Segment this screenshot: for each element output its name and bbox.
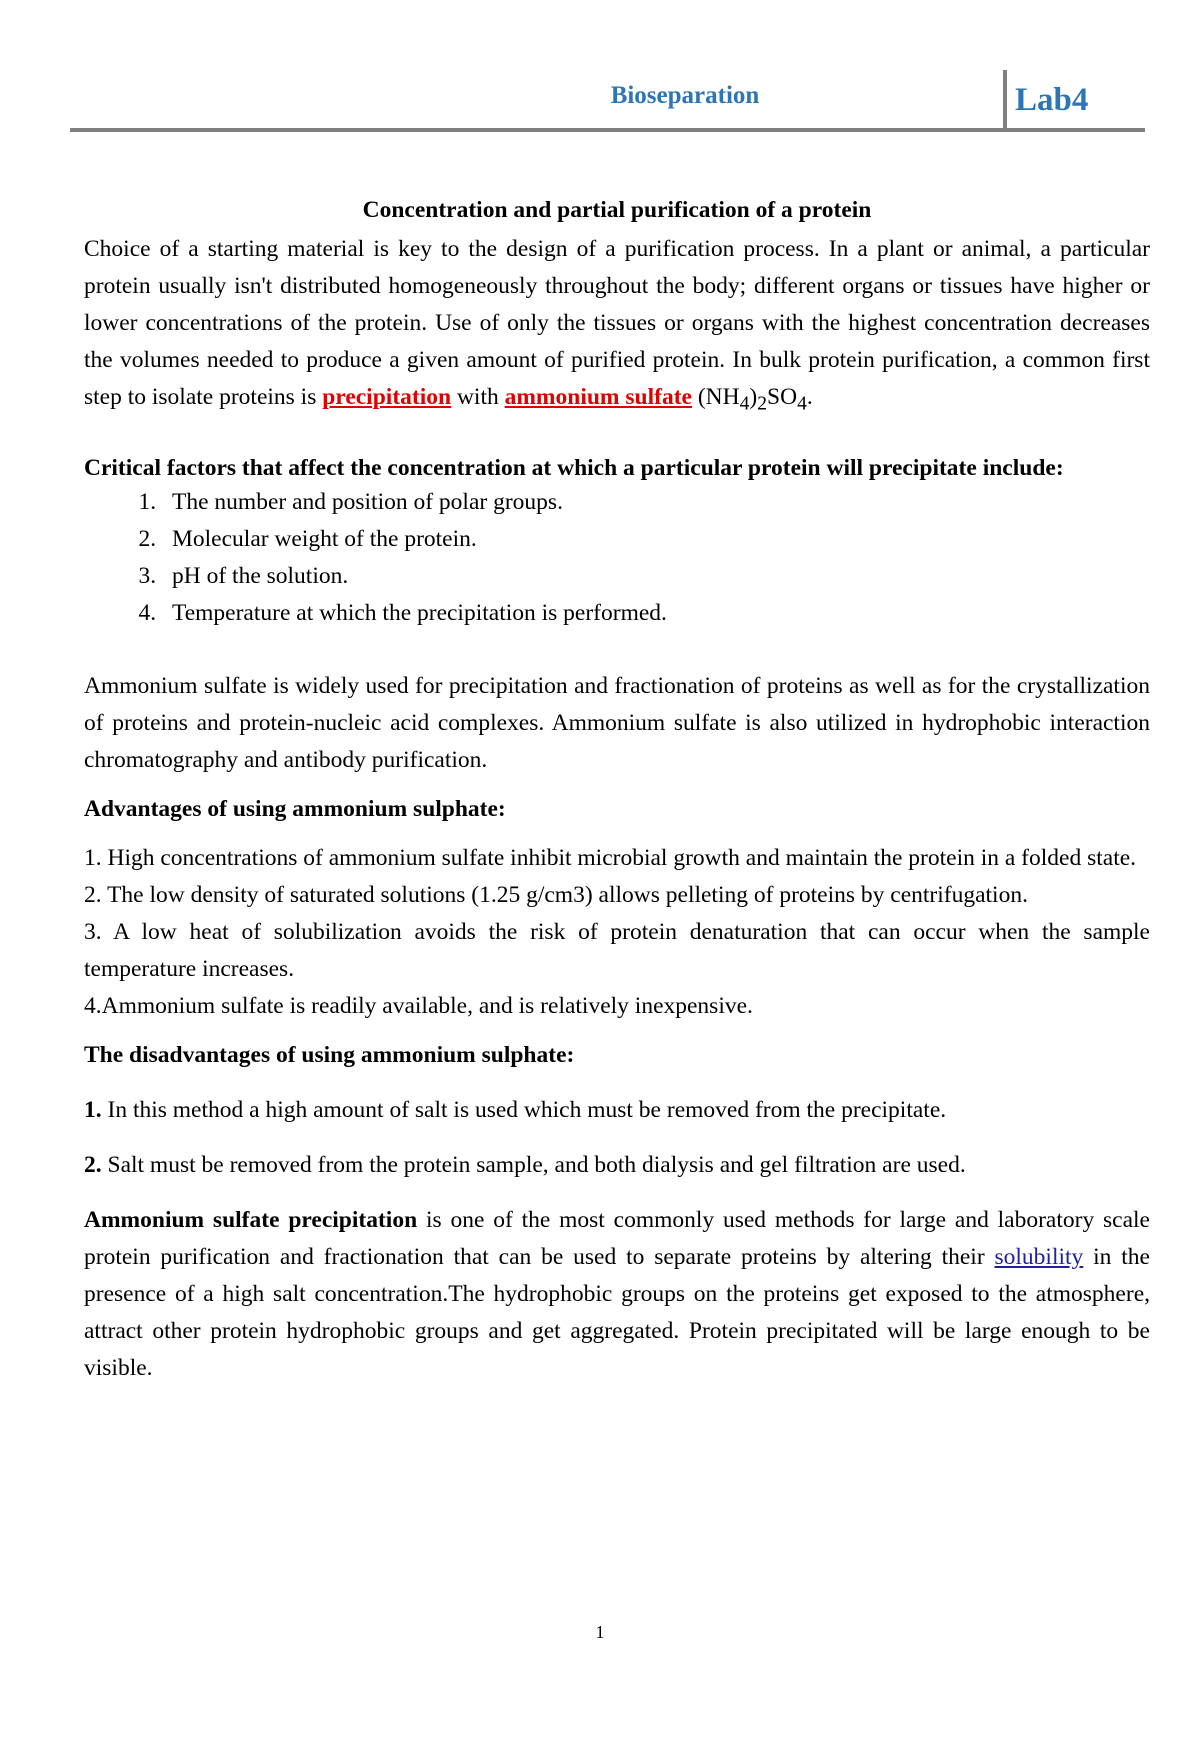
factors-list [84,484,1150,632]
formula-mid: ) [749,384,758,410]
formula-so: SO [767,384,798,410]
disadvantages-heading: The disadvantages of using ammonium sulphate: [84,1041,575,1068]
header-lab-label: Lab4 [1015,82,1089,118]
final-text-2: in the presence of a high salt concentration.The hydrophobic groups on the proteins get exposed to the atmosphere, attract other protein hydrophobic groups and get aggregated. Protein precipitated will be large enough to be visible. [84,1243,1150,1381]
intro-text: Choice of a starting material is key to the design of a purification process. In a plant or animal, a particular protein usually isn't distributed homogeneously throughout the body; different organs or tissues have higher or lower concentrations of the protein. Use of only the tissues or organs with the highest concentration decreases the volumes needed to produce a given amount of purified protein. In bulk protein purification, a common first step to isolate proteins is [84,236,1150,410]
document-body [84,192,1150,1387]
spacer [84,1074,1150,1092]
disadvantage-item [84,1147,1150,1184]
advantages-heading: Advantages of using ammonium sulphate: [84,795,506,822]
spacer [84,1184,1150,1202]
spacer [84,779,1150,791]
factor-item: 3. pH of the solution. [162,558,1150,595]
intro-paragraph [84,231,1150,423]
advantage-item: 4.Ammonium sulfate is readily available, and is relatively inexpensive. [84,992,753,1019]
critical-factors-heading: Critical factors that affect the concentration at which a particular protein will precipitate include: [84,454,1064,481]
final-bold-term: Ammonium sulfate precipitation [84,1206,418,1233]
factor-item: 2. Molecular weight of the protein. [162,521,1150,558]
header-rule [70,128,1145,132]
document-title: Concentration and partial purification of a protein [362,197,872,223]
page-number: 1 [595,1622,605,1642]
disadvantage-text: In this method a high amount of salt is used which must be removed from the precipitate. [101,1096,947,1123]
advantage-item: 2. The low density of saturated solutions (1.25 g/cm3) allows pelleting of proteins by centrifugation. [84,881,1028,908]
formula-sub-3: 4 [797,393,807,415]
final-text-1: is one of the most commonly used methods for large and laboratory scale protein purification and fractionation that can be used to separate proteins by altering their [84,1206,1150,1270]
intro-end: . [806,384,813,410]
ammonium-sulfate-link[interactable]: ammonium sulfate [504,384,692,410]
advantage-item: 3. A low heat of solubilization avoids the risk of protein denaturation that can occur when the sample temperature increases. [84,918,1150,982]
header-title: Bioseparation [610,82,760,109]
factor-item: 4. Temperature at which the precipitation is performed. [162,595,1150,632]
ammonium-paragraph: Ammonium sulfate is widely used for precipitation and fractionation of proteins as well as for the crystallization of proteins and protein-nucleic acid complexes. Ammonium sulfate is also utilized in hydrophobic interaction chromatography and antibody purification. [84,672,1150,773]
final-paragraph [84,1202,1150,1387]
disadvantage-number: 2. [84,1151,102,1178]
intro-with: with [451,384,505,410]
disadvantage-number: 1. [84,1096,102,1123]
spacer [84,423,1150,453]
precipitation-link[interactable]: precipitation [322,384,452,410]
header-divider [1003,70,1007,132]
spacer [84,632,1150,668]
formula-pre: (NH [691,384,740,410]
solubility-link[interactable]: solubility [994,1243,1084,1270]
formula-sub-1: 4 [739,393,750,415]
spacer [84,828,1150,840]
disadvantage-item [84,1092,1150,1129]
formula-sub-2: 2 [757,393,768,415]
disadvantage-text: Salt must be removed from the protein sample, and both dialysis and gel filtration are used. [101,1151,966,1178]
factor-item: 1. The number and position of polar groups. [162,484,1150,521]
spacer [84,1025,1150,1037]
advantage-item: 1. High concentrations of ammonium sulfate inhibit microbial growth and maintain the protein in a folded state. [84,844,1137,871]
spacer [84,1129,1150,1147]
